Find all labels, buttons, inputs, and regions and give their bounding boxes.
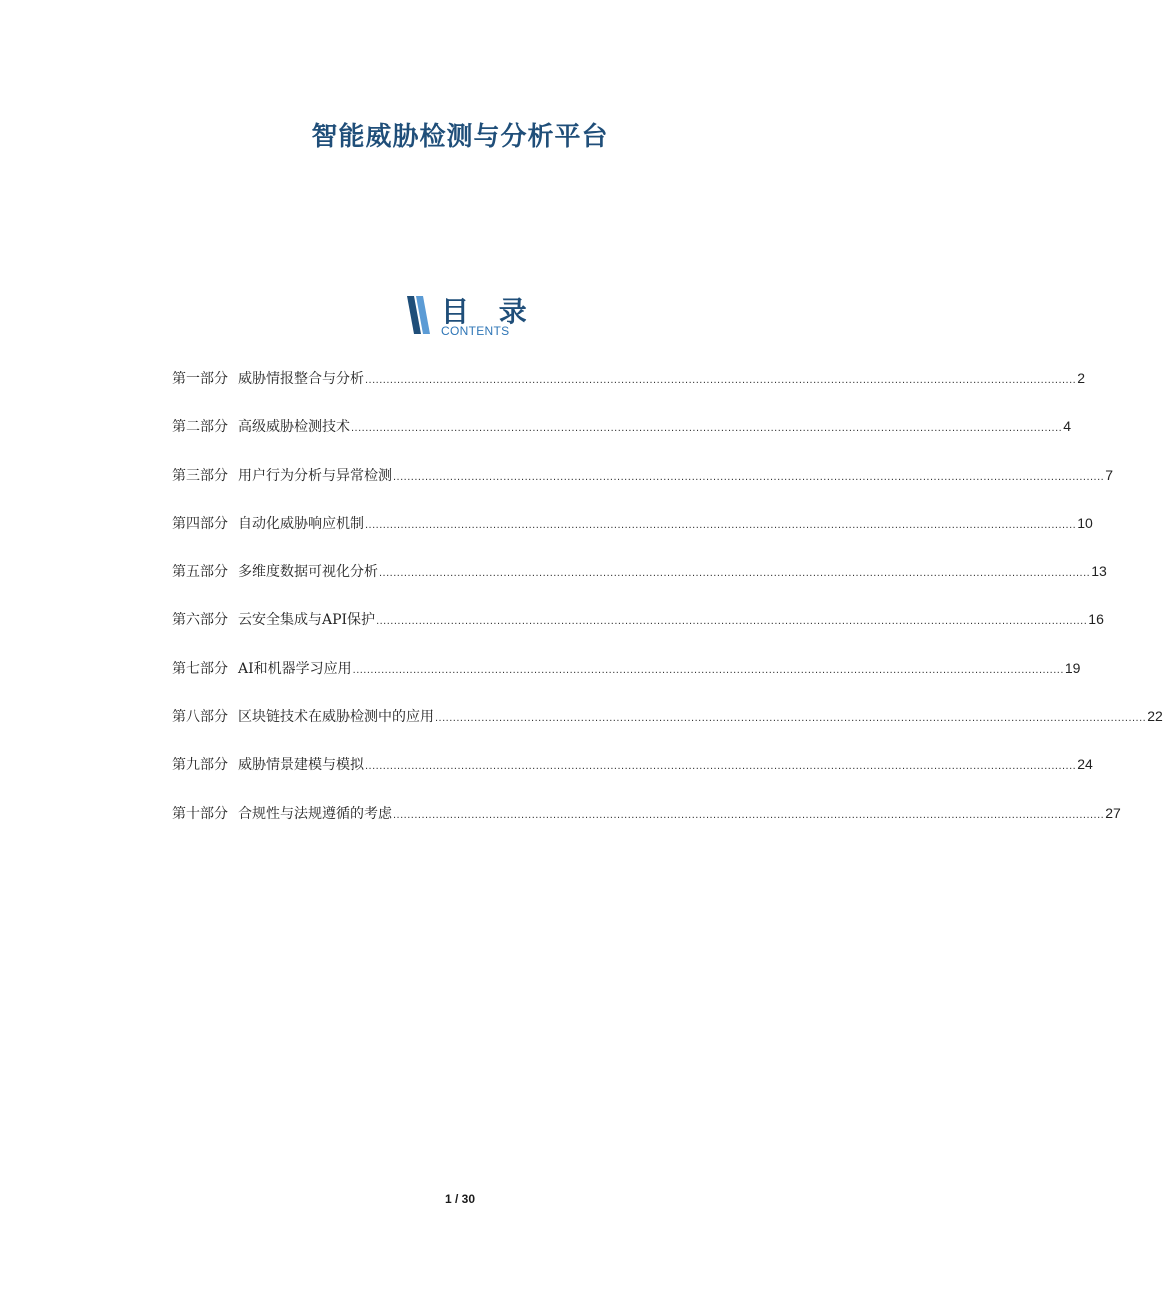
toc-heading: 目 录 — [441, 295, 537, 328]
toc-entry-page: 19 — [1064, 659, 1081, 676]
toc-entry-name: 高级威胁检测技术 — [238, 419, 350, 436]
toc-entry-part: 第五部分 — [172, 564, 228, 581]
page-number: 1 / 30 — [444, 1192, 476, 1206]
toc-entry-page: 27 — [1105, 804, 1121, 821]
toc-dot-leader: ........................................................................................................................................................................................................ — [376, 615, 1088, 628]
toc-subheading: CONTENTS — [441, 324, 510, 338]
toc-entry-page: 16 — [1088, 611, 1104, 628]
toc-header — [405, 292, 537, 340]
toc-entry-part: 第八部分 — [172, 709, 228, 726]
toc-entry[interactable] — [172, 801, 1121, 825]
toc-dot-leader: ........................................................................................................................................................................................................ — [365, 760, 1077, 773]
toc-dot-leader: ........................................................................................................................................................................................................ — [393, 470, 1105, 483]
toc-dot-leader: ........................................................................................................................................................................................................ — [435, 712, 1147, 725]
toc-entry-page: 2 — [1077, 370, 1086, 386]
toc-entry-part: 第九部分 — [172, 757, 228, 774]
toc-dot-leader: ........................................................................................................................................................................................................ — [365, 374, 1077, 386]
toc-entry-part: 第二部分 — [172, 419, 228, 436]
toc-entry-page: 24 — [1077, 756, 1093, 773]
toc-entry-name: 合规性与法规遵循的考虑 — [238, 805, 392, 822]
toc-entry-page: 22 — [1147, 708, 1163, 725]
toc-dot-leader: ........................................................................................................................................................................................................ — [351, 422, 1063, 435]
toc-entry-part: 第七部分 — [172, 660, 228, 677]
toc-entry-part: 第六部分 — [172, 612, 228, 629]
toc-list — [172, 366, 1163, 849]
toc-entry[interactable] — [172, 511, 1093, 535]
toc-entry[interactable] — [172, 752, 1093, 776]
toc-entry-page: 10 — [1077, 514, 1093, 531]
toc-entry-page: 4 — [1063, 418, 1072, 435]
toc-entry-name: 自动化威胁响应机制 — [238, 515, 364, 532]
toc-entry-name: 区块链技术在威胁检测中的应用 — [238, 709, 434, 726]
toc-dot-leader: ........................................................................................................................................................................................................ — [365, 518, 1077, 531]
toc-entry[interactable] — [172, 463, 1114, 487]
toc-entry-name: 威胁情景建模与模拟 — [238, 757, 364, 774]
toc-entry-part: 第四部分 — [172, 515, 228, 532]
toc-dot-leader: ........................................................................................................................................................................................................ — [352, 663, 1064, 676]
toc-entry-name: AI和机器学习应用 — [238, 660, 352, 677]
toc-dot-leader: ........................................................................................................................................................................................................ — [393, 808, 1105, 821]
toc-entry-part: 第三部分 — [172, 467, 228, 484]
toc-entry[interactable] — [172, 366, 1086, 390]
toc-entry-page: 13 — [1091, 563, 1107, 580]
toc-logo-icon — [405, 296, 431, 334]
toc-entry-name: 用户行为分析与异常检测 — [238, 467, 392, 484]
toc-dot-leader: ........................................................................................................................................................................................................ — [379, 567, 1091, 580]
toc-entry[interactable] — [172, 656, 1081, 680]
toc-entry-part: 第一部分 — [172, 371, 228, 387]
toc-entry[interactable] — [172, 607, 1104, 631]
toc-entry-name: 威胁情报整合与分析 — [238, 371, 364, 387]
toc-entry[interactable] — [172, 414, 1072, 438]
toc-entry[interactable] — [172, 559, 1107, 583]
toc-entry-page: 7 — [1105, 466, 1114, 483]
toc-entry-name: 多维度数据可视化分析 — [238, 564, 378, 581]
toc-entry-part: 第十部分 — [172, 805, 228, 822]
toc-entry[interactable] — [172, 704, 1163, 728]
document-title: 智能威胁检测与分析平台 — [311, 122, 609, 152]
toc-entry-name: 云安全集成与API保护 — [238, 612, 376, 629]
